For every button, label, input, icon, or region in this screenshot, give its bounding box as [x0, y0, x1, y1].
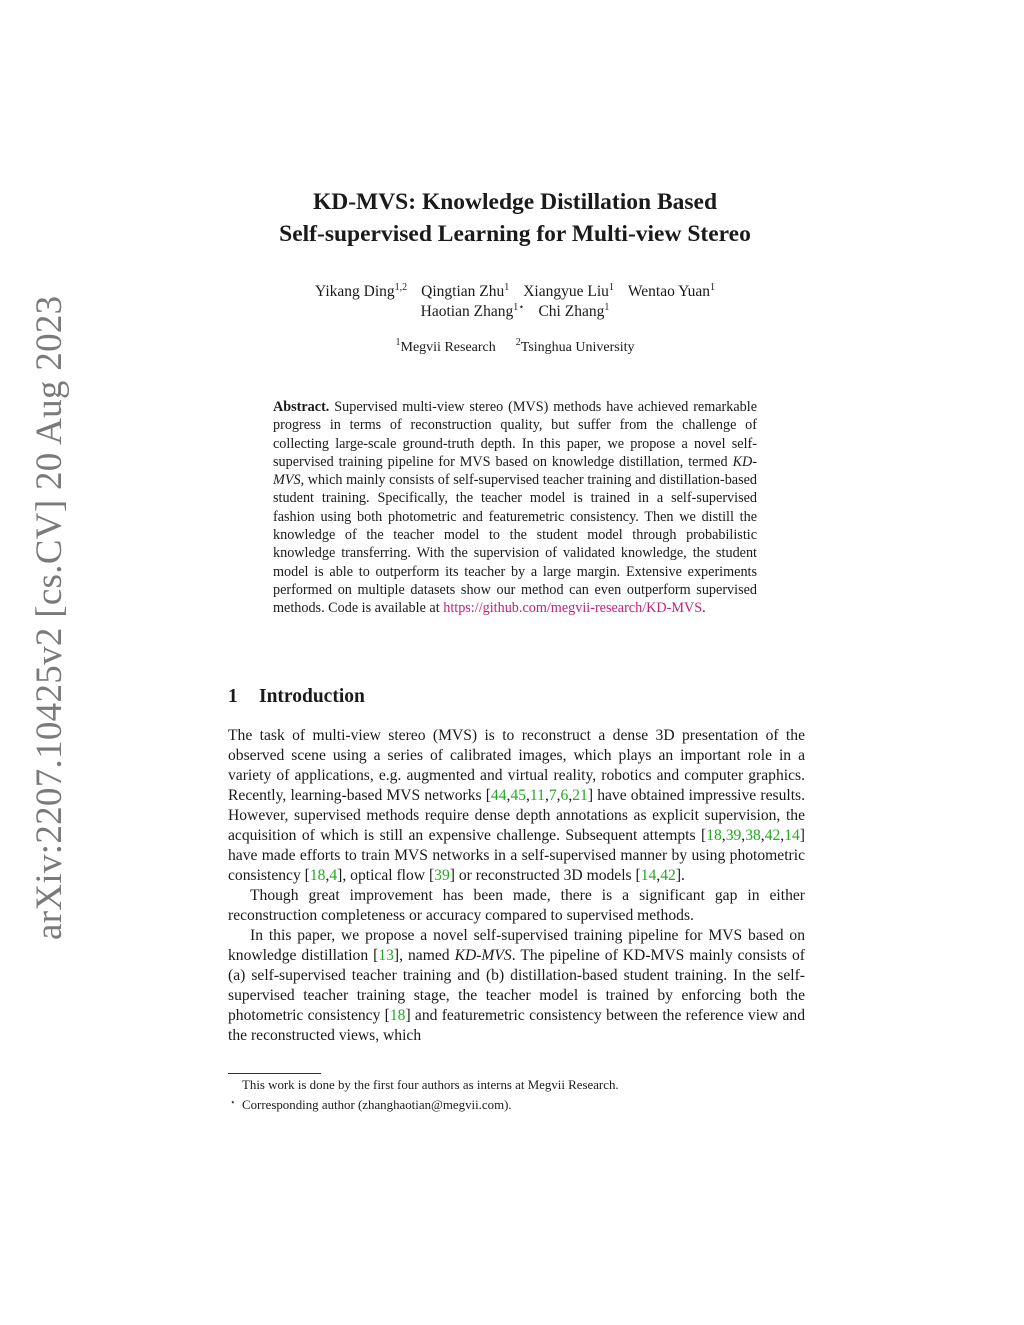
author-name: Yikang Ding	[314, 283, 395, 300]
abstract-text: .	[702, 600, 706, 617]
body-text: ] have made efforts to train MVS networks in a self-supervised manner by using photometric consistency [	[228, 827, 805, 884]
body-text: ], optical flow [	[337, 867, 435, 884]
citation-link[interactable]: 18	[389, 1007, 406, 1024]
citation-link[interactable]: 4	[329, 867, 338, 884]
author-name: Qingtian Zhu	[421, 283, 505, 300]
paragraph: Though great improvement has been made, there is a significant gap in either reconstruction completeness or accuracy compared to supervised methods.	[228, 887, 805, 924]
citation-link[interactable]: 6	[560, 787, 569, 804]
author-name: Xiangyue Liu	[523, 283, 609, 300]
citation-link[interactable]: 13	[378, 947, 394, 964]
section-heading-introduction	[228, 686, 365, 708]
star-footnote-mark: ⋆	[230, 1097, 236, 1107]
body-text: ] have obtained impressive results. However, supervised methods require dense depth annotations as explicit supervision, the acquisition of which is still an expensive challenge. Subsequent attempts [	[228, 787, 805, 844]
section-number: 1	[228, 686, 238, 707]
author-line-1	[180, 283, 850, 301]
citation-link[interactable]: 39	[434, 867, 450, 884]
citation-link[interactable]: 14	[784, 827, 800, 844]
body-text: ], named	[393, 947, 455, 964]
paper-title-line-1: KD-MVS: Knowledge Distillation Based	[312, 189, 718, 215]
citation-link[interactable]: 18	[706, 827, 722, 844]
body-text: ] or reconstructed 3D models [	[449, 867, 641, 884]
paper-title-line-2: Self-supervised Learning for Multi-view Stereo	[279, 221, 751, 247]
paragraph: The task of multi-view stereo (MVS) is to reconstruct a dense 3D presentation of the observed scene using a series of calibrated images, which plays an important role in a variety of applications, e.g. augmented and virtual reality, robotics and computer graphics. Recently, learning-based MVS networks [44,45,11,7,6,21] have obtained impressive results. However, supervised methods require dense depth annotations as explicit supervision, the acquisition of which is still an expensive challenge. Subsequent attempts [18,39,38,42,14] have made efforts to train MVS networks in a self-supervised manner by using photometric consistency [18,4], optical flow [39] or reconstructed 3D models [14,42].	[228, 727, 805, 884]
footnote-text: Corresponding author (zhanghaotian@megvii.com).	[242, 1098, 512, 1112]
abstract-method-name: KD-MVS	[273, 453, 757, 489]
author-affiliation-mark: 1,2	[394, 282, 408, 293]
footnote-interns: This work is done by the first four authors as interns at Megvii Research.	[242, 1078, 619, 1092]
body-text: The task of multi-view stereo (MVS) is to reconstruct a dense 3D presentation of the observed scene using a series of calibrated images, which plays an important role in a variety of applications, e.g. augmented and virtual reality, robotics and computer graphics. Recently, learning-based MVS networks [	[228, 727, 805, 804]
author-affiliation-mark: 1	[710, 282, 716, 293]
author-affiliation-mark: 1	[504, 282, 510, 293]
affiliations	[180, 337, 850, 356]
citation-link[interactable]: 11	[529, 787, 545, 804]
citation-link[interactable]: 14	[640, 867, 657, 884]
footnote-divider	[228, 1073, 321, 1074]
citation-link[interactable]: 7	[548, 787, 557, 804]
affiliation-name: Tsinghua University	[520, 340, 635, 355]
abstract-label: Abstract.	[273, 399, 330, 415]
citation-link[interactable]: 44	[490, 787, 507, 804]
paragraph	[228, 926, 805, 1046]
citation-link[interactable]: 42	[660, 867, 676, 884]
author-name: Wentao Yuan	[627, 283, 711, 300]
abstract-text: Supervised multi-view stereo (MVS) methods have achieved remarkable progress in terms of reconstruction quality, but suffer from the challenge of collecting large-scale ground-truth depth. In this paper, we propose a novel self-supervised training pipeline for MVS based on knowledge distillation, termed	[273, 399, 757, 470]
citation-link[interactable]: 21	[572, 787, 588, 804]
body-text: ] and featuremetric consistency between the reference view and the reconstructed views, which	[228, 1007, 805, 1044]
author-affiliation-mark: 1	[608, 282, 614, 293]
body-text: ].	[675, 867, 685, 884]
arxiv-identifier-stamp: arXiv:2207.10425v2 [cs.CV] 20 Aug 2023	[29, 295, 70, 940]
author-affiliation-mark: 1⋆	[513, 302, 525, 313]
abstract-text: , which mainly consists of self-supervised teacher training and distillation-based student training. Specifically, the teacher model is trained in a self-supervised fashion using both photometric and featuremetric consistency. Then we distill the knowledge of the teacher model to the student model through probabilistic knowledge transferring. With the supervision of validated knowledge, the student model is able to outperform its teacher by a large margin. Extensive experiments performed on multiple datasets show our method can even outperform supervised methods. Code is available at	[273, 472, 757, 617]
affiliation-mark: 1	[395, 337, 401, 348]
author-affiliation-mark: 1	[604, 302, 610, 313]
section-title: Introduction	[259, 686, 365, 707]
citation-link[interactable]: 42	[764, 827, 781, 844]
author-line-2	[180, 303, 850, 321]
author-name: Haotian Zhang	[420, 303, 514, 320]
citation-link[interactable]: 45	[510, 787, 527, 804]
author-name: Chi Zhang	[538, 303, 605, 320]
footnotes	[228, 1077, 805, 1114]
method-name: KD-MVS	[454, 947, 512, 964]
affiliation-name: Megvii Research	[400, 340, 496, 355]
citation-link[interactable]: 18	[309, 867, 326, 884]
footnote-corresponding-author	[228, 1094, 805, 1114]
code-repository-link[interactable]: https://github.com/megvii-research/KD-MVS	[443, 600, 703, 617]
introduction-body	[228, 726, 805, 1046]
abstract	[273, 398, 757, 618]
body-text: In this paper, we propose a novel self-supervised training pipeline for MVS based on knowledge distillation [	[228, 927, 805, 964]
citation-link[interactable]: 39	[725, 827, 742, 844]
affiliation-mark: 2	[515, 337, 521, 348]
citation-link[interactable]: 38	[745, 827, 761, 844]
paper-title	[180, 186, 850, 250]
body-text: . The pipeline of KD-MVS mainly consists of (a) self-supervised teacher training and (b) distillation-based student training. In the self-supervised teacher training stage, the teacher model is trained by enforcing both the photometric consistency [	[228, 947, 805, 1024]
